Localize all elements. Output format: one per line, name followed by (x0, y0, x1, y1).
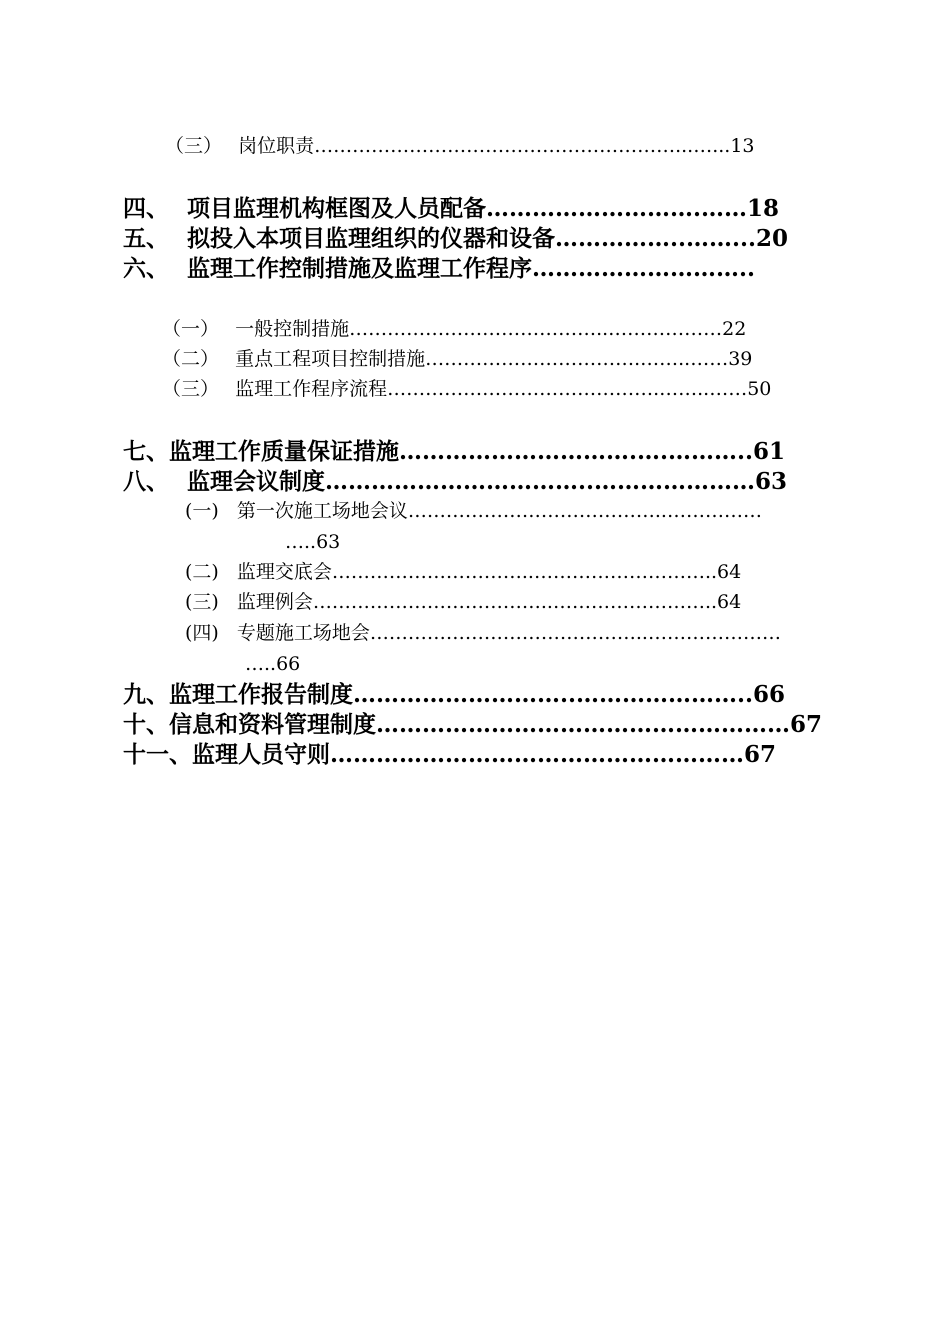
toc-entry-work-procedure-flow[interactable] (162, 380, 771, 399)
toc-title: 九、监理工作报告制度 (123, 681, 353, 708)
toc-number: (三) (185, 591, 219, 613)
toc-entry-general-control[interactable] (162, 320, 746, 339)
toc-entry-special-site-meeting-page (245, 655, 300, 674)
toc-page-number: ..…………………63 (578, 468, 788, 495)
toc-title: 监理交底会 (236, 561, 332, 583)
toc-title: 十、信息和资料管理制度 (123, 711, 376, 738)
toc-title: 岗位职责 (238, 135, 315, 157)
toc-page-number: .….………..61 (629, 438, 786, 465)
toc-leader-dots: ……………………………… (312, 591, 541, 613)
toc-leader-dots: ……………………………………………… (376, 711, 790, 738)
toc-title: 十一、监理人员守则 (123, 741, 330, 768)
toc-number: （二） (162, 348, 220, 370)
toc-page-number: .……..……50 (653, 378, 772, 400)
toc-title: 监理工作控制措施及监理工作程序 (187, 255, 533, 282)
toc-entry-briefing-meeting[interactable] (185, 563, 741, 582)
toc-leader-dots: …………………………… (325, 468, 579, 495)
toc-page-number: ……………..…………………..66 (445, 681, 786, 708)
toc-leader-dots-tail: ..………………… (635, 622, 781, 644)
toc-leader-dots: ……… (486, 195, 556, 222)
toc-chapter-6[interactable] (123, 257, 755, 280)
toc-chapter-7[interactable] (123, 440, 785, 463)
toc-number: 五、 (123, 225, 169, 252)
toc-page-number: ………………….. (578, 255, 756, 282)
toc-chapter-11[interactable] (123, 743, 776, 766)
toc-page-number: …………...…...13 (599, 135, 755, 157)
toc-page-number: 67 (744, 741, 777, 768)
toc-title: 监理会议制度 (187, 468, 326, 495)
toc-leader-dots: ………………………… (399, 438, 629, 465)
toc-title: 监理工作程序流程 (235, 378, 388, 400)
toc-title: 七、监理工作质量保证措施 (123, 438, 399, 465)
toc-page-number: ..………………22 (596, 318, 747, 340)
toc-title: 拟投入本项目监理组织的仪器和设备 (187, 225, 556, 252)
toc-title: 重点工程项目控制措施 (235, 348, 426, 370)
toc-page-number: 67 (790, 711, 823, 738)
toc-page-number: ………..……...20 (601, 225, 789, 252)
toc-number: (四) (185, 622, 219, 644)
toc-page-number: ……………….……18 (555, 195, 780, 222)
toc-entry-key-project-control[interactable] (162, 350, 752, 369)
toc-number: (二) (185, 561, 219, 583)
toc-chapter-5[interactable] (123, 227, 788, 250)
toc-leader-dots: …… (532, 255, 579, 282)
toc-chapter-4[interactable] (123, 197, 779, 220)
toc-page-number: .……..……39 (634, 348, 753, 370)
toc-leader-dots: ………………………… (331, 561, 522, 583)
toc-number: 八、 (123, 468, 169, 495)
toc-title: 监理例会 (236, 591, 313, 613)
toc-leader-dots: ………………………………… (349, 318, 597, 340)
toc-chapter-10[interactable] (123, 713, 822, 736)
toc-leader-dots: …………………………………… (387, 378, 654, 400)
toc-title: 项目监理机构框图及人员配备 (187, 195, 487, 222)
toc-title: 专题施工场地会 (236, 622, 370, 644)
toc-leader-dots: ……………………………………… (314, 135, 600, 157)
toc-page-number: ..……………………..64 (540, 591, 742, 613)
toc-leader-dots: ……………………………………………… (330, 741, 744, 768)
toc-leader-dots: ………………………………… (407, 500, 655, 522)
toc-number: 六、 (123, 255, 169, 282)
toc-leader-dots-tail: ..…………… (654, 500, 762, 522)
toc-leader-dots: …………………………… (425, 348, 635, 370)
toc-number: （三） (162, 378, 220, 400)
toc-number: （一） (162, 318, 220, 340)
toc-entry-first-site-meeting[interactable] (185, 502, 762, 521)
toc-entry-regular-meeting[interactable] (185, 593, 741, 612)
toc-page-number: …..66 (245, 653, 301, 675)
toc-title: 一般控制措施 (235, 318, 350, 340)
toc-page-number: …..63 (285, 531, 341, 553)
toc-leader-dots: …… (555, 225, 602, 252)
toc-chapter-8[interactable] (123, 470, 787, 493)
toc-entry-special-site-meeting[interactable] (185, 624, 781, 643)
toc-number: 四、 (123, 195, 169, 222)
toc-chapter-9[interactable] (123, 683, 785, 706)
toc-title: 第一次施工场地会议 (236, 500, 408, 522)
toc-leader-dots: …………………………………… (369, 622, 636, 644)
toc-entry-first-site-meeting-page (285, 533, 340, 552)
toc-page-number: ..………………………..64 (521, 561, 742, 583)
toc-leader-dots: ………… (353, 681, 445, 708)
toc-entry-post-duties[interactable] (165, 137, 755, 156)
toc-number: （三） (165, 135, 223, 157)
toc-number: (一) (185, 500, 219, 522)
